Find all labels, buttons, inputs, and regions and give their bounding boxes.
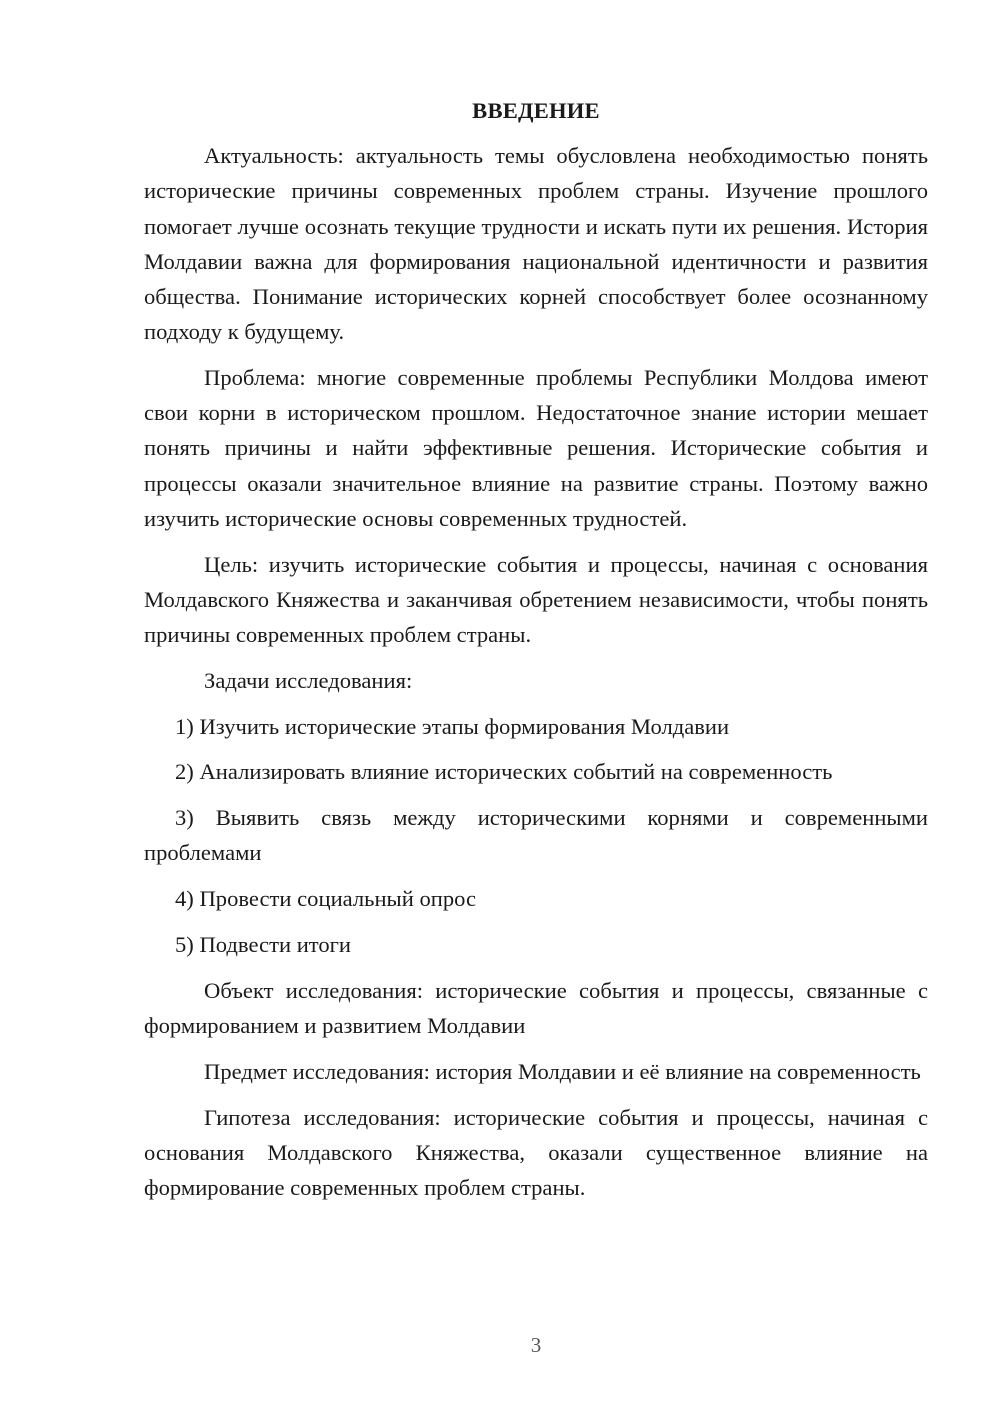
paragraph-relevance: Актуальность: актуальность темы обусловлена необходимостью понять исторические причины современных проблем страны. Изучение прошлого помогает лучше осознать текущие трудности и искать пути их решения. История Молдавии важна для формирования национальной идентичности и развития общества. Понимание исторических корней способствует более осознанному подходу к будущему. bbox=[144, 143, 928, 345]
paragraph-problem: Проблема: многие современные проблемы Республики Молдова имеют свои корни в историческом прошлом. Недостаточное знание истории мешает понять причины и найти эффективные решения. Исторические события и процессы оказали значительное влияние на развитие страны. Поэтому важно изучить исторические основы современных трудностей. bbox=[144, 365, 928, 531]
section-title: ВВЕДЕНИЕ bbox=[472, 98, 600, 123]
task-item-3: 3) Выявить связь между историческими корнями и современными проблемами bbox=[144, 805, 928, 866]
paragraph-goal: Цель: изучить исторические события и процессы, начиная с основания Молдавского Княжества и заканчивая обретением независимости, чтобы понять причины современных проблем страны. bbox=[144, 551, 928, 648]
paragraph-tasks-heading: Задачи исследования: bbox=[204, 667, 413, 693]
task-item-1: 1) Изучить исторические этапы формирования Молдавии bbox=[175, 713, 730, 739]
task-item-4: 4) Провести социальный опрос bbox=[175, 886, 477, 912]
document-page bbox=[144, 93, 928, 1216]
paragraph-subject: Предмет исследования: история Молдавии и её влияние на современность bbox=[204, 1058, 921, 1084]
task-item-2: 2) Анализировать влияние исторических событий на современность bbox=[175, 759, 833, 785]
paragraph-hypothesis: Гипотеза исследования: исторические события и процессы, начиная с основания Молдавского Княжества, оказали существенное влияние на формирование современных проблем страны. bbox=[144, 1104, 928, 1201]
task-item-5: 5) Подвести итоги bbox=[175, 932, 352, 958]
page-number: 3 bbox=[530, 1333, 542, 1357]
paragraph-object: Объект исследования: исторические события и процессы, связанные с формированием и развитием Молдавии bbox=[144, 977, 928, 1039]
